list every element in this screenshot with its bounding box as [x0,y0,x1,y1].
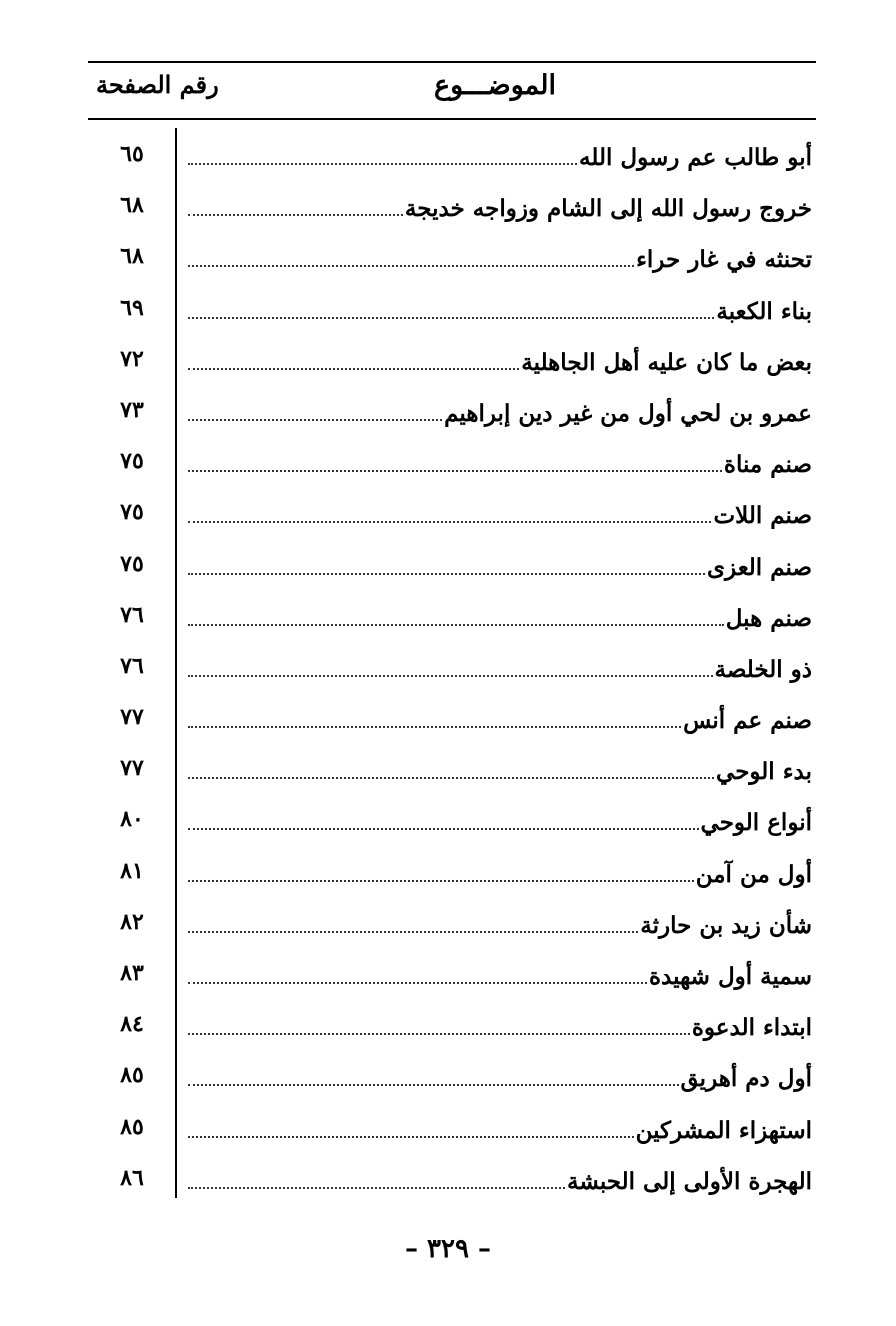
toc-row [88,287,816,338]
toc-entry-title: أبو طالب عم رسول الله [579,144,812,171]
toc-page-number: ٨٥ [120,1062,144,1089]
toc-page-number: ٧٦ [120,652,144,679]
toc-entry-title: صنم هبل [725,604,812,632]
toc-entry-title: أنواع الوحي [700,809,812,837]
dot-leader [188,141,577,165]
toc-entry [184,858,812,894]
toc-entry [184,653,812,689]
toc-page-number: ٨٤ [120,1011,144,1038]
toc-entry [184,448,812,484]
toc-row [88,901,816,952]
toc-entry-title: ذو الخلصة [714,655,812,683]
toc-entry-title: بدء الوحي [716,758,812,786]
toc-row [88,1106,816,1157]
toc-entry [184,704,812,740]
toc-page-number: ٨٦ [120,1164,144,1191]
toc-entry [184,397,812,433]
page-column-heading: رقم الصفحة [96,70,219,99]
toc-entry [184,909,812,945]
toc-entry-title: سمية أول شهيدة [649,963,812,990]
toc-page-number: ٨١ [120,857,144,884]
toc-entry [184,1114,812,1150]
dot-leader [188,346,519,370]
toc-page-number: ٨٢ [120,908,144,935]
toc-entry-title: أول دم أهريق [680,1065,812,1093]
toc-entry [184,243,812,279]
toc-entry [184,960,812,996]
toc-entry-title: خروج رسول الله إلى الشام وزواجه خديجة [404,195,812,223]
toc-entry [184,602,812,638]
toc-row [88,543,816,594]
toc-row [88,440,816,491]
toc-entry-title: تحنثه في غار حراء [636,246,812,274]
page-number-footer: – ٣٢٩ – [404,1234,492,1264]
toc-entry-title: الهجرة الأولى إلى الحبشة [566,1167,812,1195]
toc-entry-title: شأن زيد بن حارثة [640,911,812,939]
dot-leader [188,192,403,216]
toc-row [88,184,816,235]
toc-entry-title: عمرو بن لحي أول من غير دين إبراهيم [444,399,812,427]
toc-row [88,235,816,286]
toc-row [88,491,816,542]
dot-leader [188,755,714,779]
toc-row [88,133,816,184]
toc-page-number: ٧٥ [120,499,144,526]
dot-leader [188,551,705,575]
toc-row [88,747,816,798]
toc-entry-title: صنم العزى [707,553,812,581]
dot-leader [188,1114,634,1138]
toc-entry-title: ابتداء الدعوة [691,1014,812,1042]
top-rule [88,61,816,63]
toc-page-number: ٧٥ [120,550,144,577]
toc-row [88,389,816,440]
toc-entry-title: استهزاء المشركين [635,1116,812,1144]
toc-entry [184,1062,812,1098]
toc-page-number: ٦٨ [120,243,144,270]
header-rule [88,118,816,120]
toc-entry-title: صنم اللات [713,502,812,530]
toc-entry-title: بناء الكعبة [716,297,812,325]
toc-entry [184,806,812,842]
toc-entry-title: صنم مناة [723,451,812,479]
toc-row [88,696,816,747]
toc-entry-title: صنم عم أنس [683,707,812,735]
dot-leader [188,602,724,626]
toc-row [88,594,816,645]
toc-entry [184,192,812,228]
toc-entry-title: بعض ما كان عليه أهل الجاهلية [521,348,812,376]
toc-page-number: ٦٥ [120,141,144,167]
toc-page-number: ٦٨ [120,192,144,219]
toc-page-number: ٧٣ [120,396,144,423]
toc-page-number: ٧٧ [120,704,144,731]
dot-leader [188,243,634,267]
toc-list [88,133,816,1208]
toc-row [88,1054,816,1105]
toc-page-number: ٧٢ [120,345,144,372]
toc-entry [184,141,812,177]
toc-page-number: ٨٠ [120,806,144,833]
toc-row [88,338,816,389]
toc-page-number: ٨٥ [120,1113,144,1140]
dot-leader [188,1062,679,1086]
dot-leader [188,397,442,421]
dot-leader [188,1165,565,1189]
toc-entry [184,755,812,791]
topic-column-heading: الموضـــوع [433,70,556,101]
toc-page-number: ٧٦ [120,601,144,628]
dot-leader [188,704,681,728]
toc-page-number: ٦٩ [120,294,144,321]
dot-leader [188,448,722,472]
dot-leader [188,909,638,933]
toc-row [88,645,816,696]
toc-entry [184,1165,812,1201]
toc-row [88,798,816,849]
dot-leader [188,858,694,882]
toc-entry [184,346,812,382]
dot-leader [188,960,647,984]
dot-leader [188,806,699,830]
toc-page-number: ٧٥ [120,448,144,475]
toc-entry [184,551,812,587]
toc-entry-title: أول من آمن [695,860,812,888]
toc-row [88,1003,816,1054]
toc-header [88,64,816,116]
dot-leader [188,1011,690,1035]
toc-row [88,850,816,901]
toc-page-number: ٧٧ [120,755,144,782]
toc-page-number: ٨٣ [120,960,144,986]
toc-entry [184,295,812,331]
dot-leader [188,295,714,319]
dot-leader [188,653,713,677]
dot-leader [188,499,711,523]
toc-row [88,952,816,1003]
toc-entry [184,1011,812,1047]
toc-row [88,1157,816,1208]
toc-entry [184,499,812,535]
